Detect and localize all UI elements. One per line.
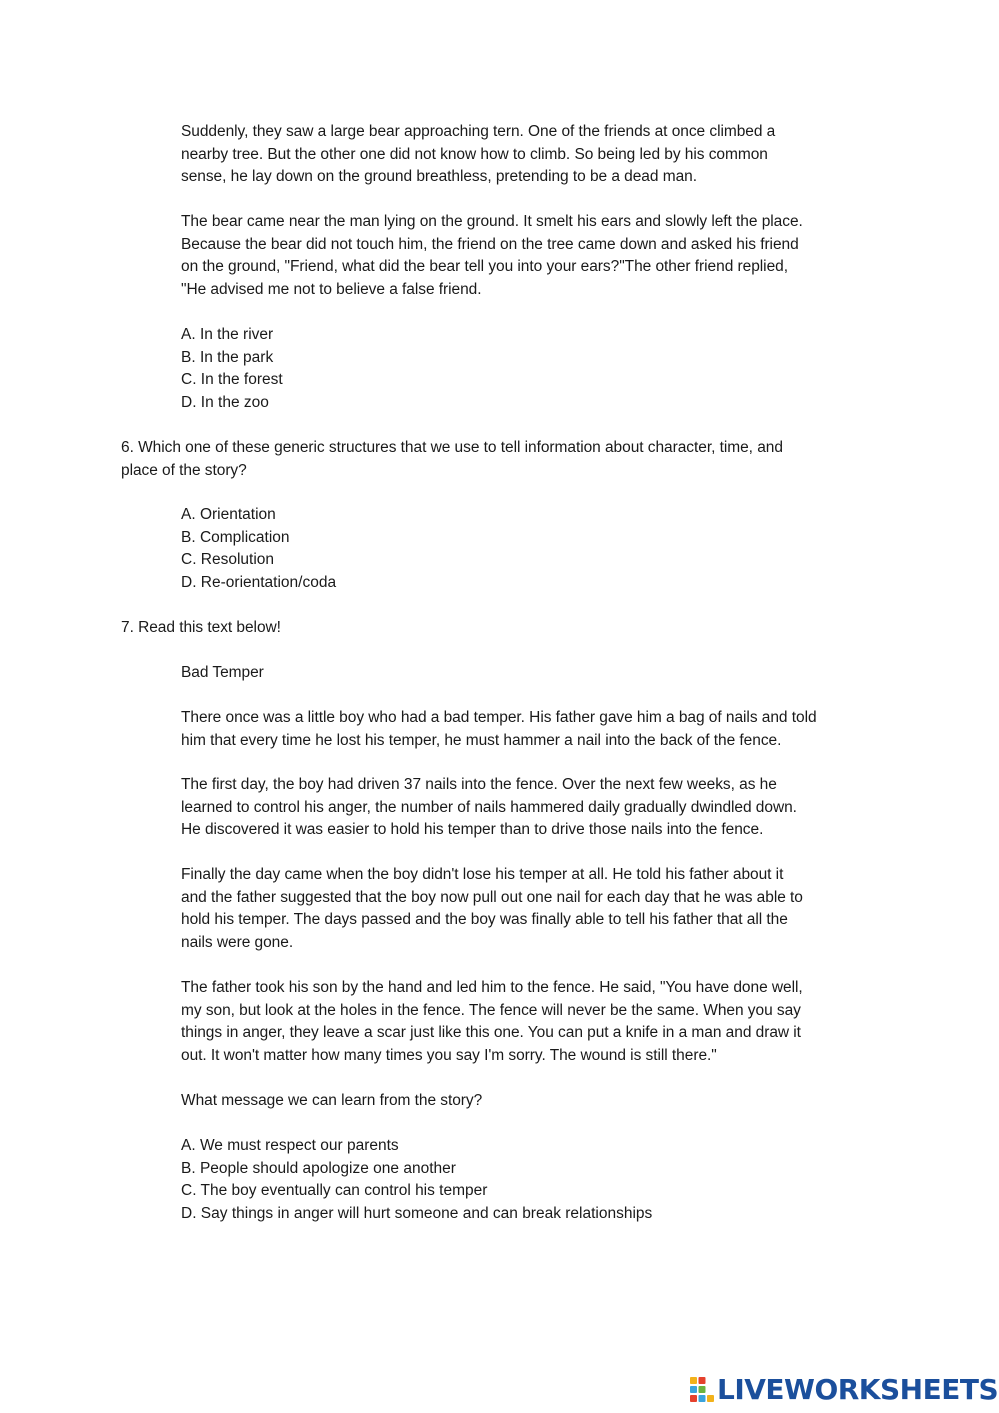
option-c[interactable]: C. Resolution <box>181 551 275 569</box>
text-line: my son, but look at the holes in the fence. The fence will never be the same. When you say <box>181 1001 801 1019</box>
option-a[interactable]: A. We must respect our parents <box>181 1137 399 1154</box>
liveworksheets-logo-icon <box>690 1377 714 1403</box>
text-line: hold his temper. The days passed and the boy was finally able to tell his father that all the <box>181 911 788 929</box>
bad-temper-paragraph-2 <box>181 774 886 842</box>
text-line: out. It won't matter how many times you say I'm sorry. The wound is still there." <box>181 1046 717 1064</box>
text-line: The first day, the boy had driven 37 nails into the fence. Over the next few weeks, as he <box>181 776 777 793</box>
text-line: nails were gone. <box>181 933 294 951</box>
option-b[interactable]: B. Complication <box>181 528 290 546</box>
text-line: "He advised me not to believe a false friend. <box>181 280 482 298</box>
bad-temper-paragraph-3 <box>181 864 886 954</box>
text-line: He discovered it was easier to hold his temper than to drive those nails into the fence. <box>181 821 764 839</box>
liveworksheets-brand <box>690 1372 998 1408</box>
text-line: learned to control his anger, the number of nails hammered daily gradually dwindled down. <box>181 798 797 816</box>
question-6-options <box>181 504 336 594</box>
text-line: What message we can learn from the story? <box>181 1092 483 1109</box>
question-6-text <box>121 437 881 482</box>
option-d[interactable]: D. Say things in anger will hurt someone and can break relationships <box>181 1204 653 1222</box>
text-line: and the father suggested that the boy now pull out one nail for each day that he was able to <box>181 888 803 906</box>
bad-temper-paragraph-1 <box>181 707 886 752</box>
option-c[interactable]: C. In the forest <box>181 371 283 389</box>
text-line: on the ground, "Friend, what did the bear tell you into your ears?"The other friend replied, <box>181 258 788 276</box>
question-7-options <box>181 1135 652 1225</box>
question-7-question <box>181 1090 886 1113</box>
text-line: place of the story? <box>121 461 247 479</box>
brand-wordmark: LIVEWORKSHEETS <box>717 1373 999 1406</box>
text-line: sense, he lay down on the ground breathless, pretending to be a dead man. <box>181 168 697 186</box>
text-line: There once was a little boy who had a bad temper. His father gave him a bag of nails and told <box>181 709 817 726</box>
option-d[interactable]: D. Re-orientation/coda <box>181 573 337 591</box>
text-line: nearby tree. But the other one did not know how to climb. So being led by his common <box>181 145 768 163</box>
text-line: Suddenly, they saw a large bear approaching tern. One of the friends at once climbed a <box>181 123 776 140</box>
option-c[interactable]: C. The boy eventually can control his temper <box>181 1182 488 1200</box>
bad-temper-paragraph-4 <box>181 977 886 1067</box>
text-line: 6. Which one of these generic structures that we use to tell information about character, time, and <box>121 439 783 456</box>
bear-story-paragraph-2 <box>181 211 886 301</box>
option-a[interactable]: A. Orientation <box>181 506 276 523</box>
text-line: things in anger, they leave a scar just like this one. You can put a knife in a man and draw it <box>181 1024 801 1042</box>
text-line: Finally the day came when the boy didn't lose his temper at all. He told his father about it <box>181 866 784 883</box>
text-line: The father took his son by the hand and led him to the fence. He said, "You have done well, <box>181 979 803 996</box>
option-b[interactable]: B. People should apologize one another <box>181 1159 456 1177</box>
question-7-prompt <box>121 617 881 640</box>
story-title <box>181 662 886 685</box>
text-line: 7. Read this text below! <box>121 619 281 636</box>
bear-story-paragraph-1 <box>181 121 886 189</box>
text-line: Because the bear did not touch him, the friend on the tree came down and asked his friend <box>181 235 799 253</box>
text-line: The bear came near the man lying on the ground. It smelt his ears and slowly left the place. <box>181 213 803 230</box>
text-line: him that every time he lost his temper, he must hammer a nail into the back of the fence. <box>181 731 782 749</box>
bear-story-options <box>181 324 283 414</box>
option-d[interactable]: D. In the zoo <box>181 393 269 411</box>
text-line: Bad Temper <box>181 664 264 681</box>
option-b[interactable]: B. In the park <box>181 348 274 366</box>
option-a[interactable]: A. In the river <box>181 326 274 343</box>
